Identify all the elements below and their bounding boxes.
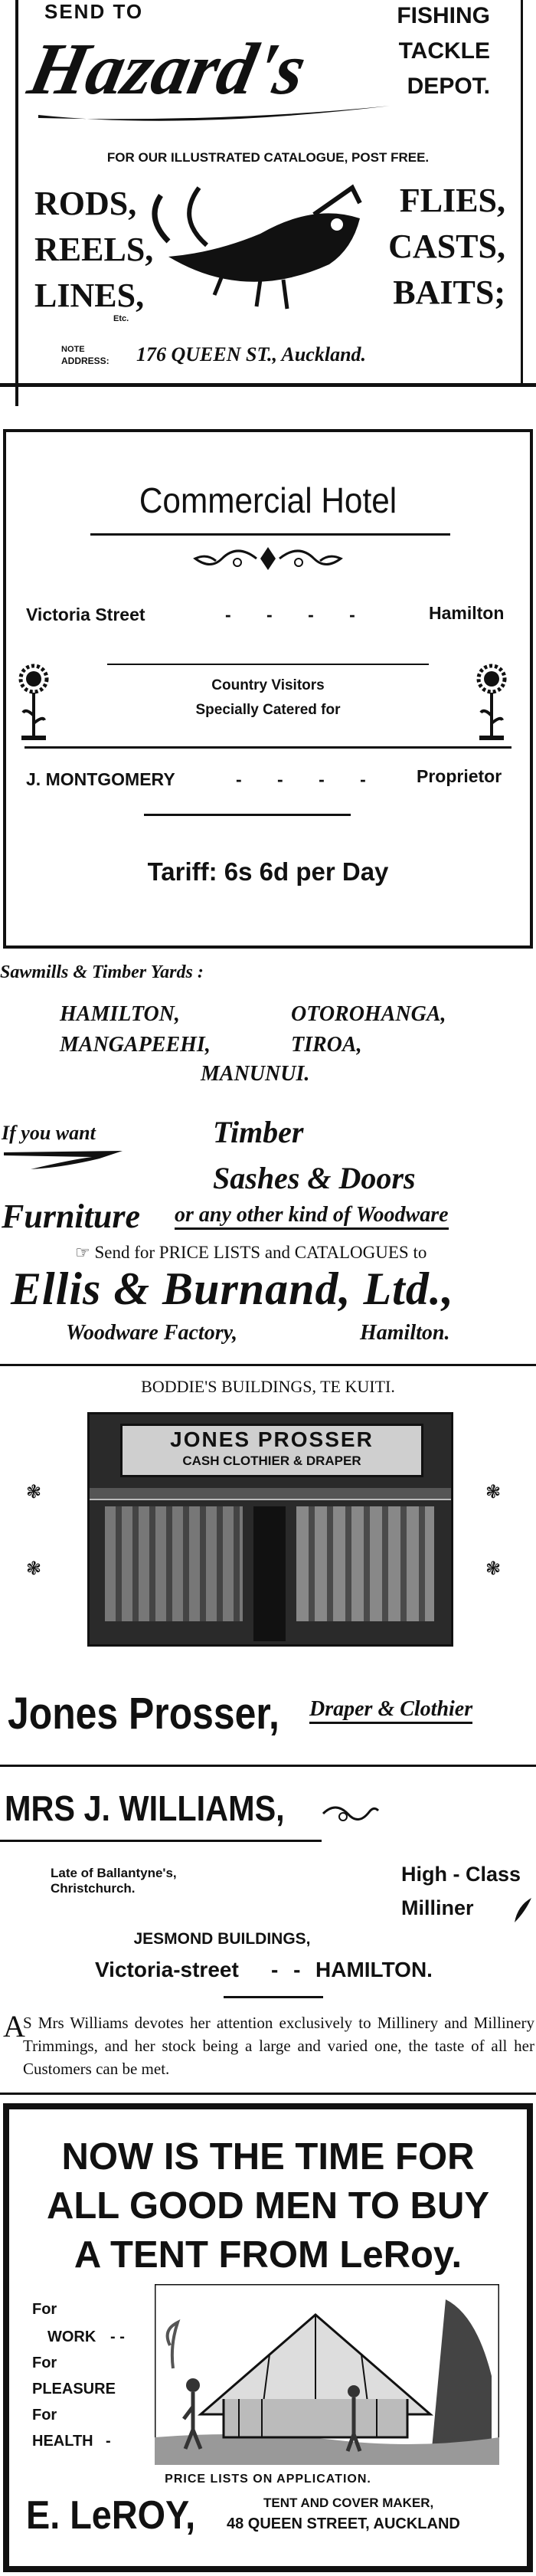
send-for-text: Send for PRICE LISTS and CATALOGUES to [94,1243,427,1262]
send-for-line [75,1243,427,1263]
use-dash: - - [110,2329,125,2345]
jones-prosser-ad [0,1366,536,1765]
place-hamilton: HAMILTON, [60,1002,180,1026]
right-item-3: BAITS; [393,274,505,311]
other-woodware: or any other kind of Woodware [175,1203,449,1230]
williams-name: MRS J. WILLIAMS, [5,1788,285,1828]
tariff-text: Tariff: 6s 6d per Day [147,857,389,886]
hazards-ad [0,0,536,410]
left-item-3: LINES, [34,277,145,314]
pointing-swash [0,1148,130,1171]
snowflake-icon: ❃ [26,1482,42,1503]
use-prefix: For [32,2355,57,2371]
leroy-address: 48 QUEEN STREET, AUCKLAND [227,2515,460,2532]
jones-prosser-name: Jones Prosser, [8,1689,279,1739]
shop-sign-line-1: JONES PROSSER [170,1427,374,1451]
left-border [15,0,18,406]
proprietor-name: J. MONTGOMERY [26,769,175,789]
send-to-text: SEND TO [44,0,144,23]
headline-line-2: ALL GOOD MEN TO BUY [46,2185,490,2227]
quill-icon [511,1896,534,1924]
note-label: NOTE [61,345,85,354]
flourish-icon [320,1798,381,1829]
jesmond-buildings: JESMOND BUILDINGS, [133,1930,311,1948]
fishing-line-1: FISHING [397,3,490,28]
bottom-rule [0,383,536,387]
visitors-line-1: Country Visitors [211,677,325,693]
late-of-line-2: Christchurch. [51,1881,136,1896]
company-name: Ellis & Burnand, Ltd., [11,1263,454,1314]
name-rule [0,1840,322,1842]
use-dash: - [106,2433,111,2450]
headline-line-3: A TENT FROM LeRoy. [74,2234,462,2276]
use-prefix: For [32,2301,57,2318]
milliner-text: Milliner [401,1896,474,1919]
ornament-scroll [184,539,352,578]
hotel-city: Hamilton [429,603,505,623]
leroy-name: E. LeROY, [26,2493,196,2538]
drop-cap: A [3,2009,25,2043]
place-manunui: MANUNUI. [201,1062,310,1086]
use-word: PLEASURE [32,2381,116,2397]
snowflake-icon: ❃ [485,1482,502,1503]
buildings-text: BODDIE'S BUILDINGS, TE KUITI. [141,1377,395,1396]
sashes-text: Sashes & Doors [213,1161,416,1195]
jones-prosser-trade: Draper & Clothier [309,1697,472,1724]
place-mangapeehi: MANGAPEEHI, [60,1033,211,1057]
timber-text: Timber [213,1115,304,1149]
hazards-address: 176 QUEEN ST., Auckland. [136,343,367,365]
dashes: - - - - [236,769,381,789]
place-otorohanga: OTOROHANGA, [291,1002,446,1026]
logo-swash [31,100,398,130]
ellis-burnand-ad [0,1103,536,1364]
bottom-rule [0,2093,536,2095]
rule-3 [25,746,511,749]
dashes: - - - - [225,605,371,624]
williams-ad [0,1765,536,2102]
high-class-text: High - Class [401,1863,521,1886]
hotel-title: Commercial Hotel [139,480,397,520]
shop-awning [90,1488,451,1500]
left-item-1: RODS, [34,185,137,222]
price-lists-text: PRICE LISTS ON APPLICATION. [165,2473,371,2486]
factory-text: Woodware Factory, [66,1321,237,1345]
furniture-text: Furniture [2,1198,140,1235]
top-rule [0,1765,536,1767]
late-of-line-1: Late of Ballantyne's, [51,1866,177,1880]
snowflake-icon: ❃ [485,1558,502,1579]
left-item-2: REELS, [34,231,154,268]
williams-city: HAMILTON. [315,1958,433,1981]
catalogue-text: FOR OUR ILLUSTRATED CATALOGUE, POST FREE. [106,150,430,165]
leroy-trade: TENT AND COVER MAKER, [263,2496,434,2510]
if-you-want: If you want [2,1122,96,1144]
fishing-lure-icon [130,172,375,318]
pointing-hand-icon: ☞ [75,1243,90,1262]
place-tiroa: TIROA, [291,1033,362,1057]
shop-photo [87,1412,453,1647]
fishing-line-2: TACKLE [398,38,490,64]
right-border [521,0,523,383]
headline-line-1: NOW IS THE TIME FOR [61,2136,475,2178]
hazards-logo: Hazard's [21,28,313,110]
factory-town: Hamilton. [360,1321,450,1345]
williams-street: Victoria-street [95,1958,239,1981]
title-rule [90,533,450,536]
dashes: - - [271,1958,306,1981]
leroy-tent-ad [3,2103,533,2572]
shop-sign-line-2: CASH CLOTHIER & DRAPER [182,1454,361,1468]
sawmills-ad [0,950,536,1103]
commercial-hotel-ad [3,429,533,949]
sawmills-heading: Sawmills & Timber Yards : [0,962,204,982]
address-label: ADDRESS: [61,356,109,366]
visitors-line-2: Specially Catered for [195,702,341,718]
tent-illustration [155,2284,499,2465]
etc-text: Etc. [113,314,129,323]
shop-sign [120,1424,423,1477]
use-word: WORK [47,2329,96,2345]
snowflake-icon: ❃ [26,1558,42,1579]
use-word: HEALTH [32,2433,93,2450]
fishing-line-3: DEPOT. [407,74,490,99]
hotel-street: Victoria Street [26,605,145,624]
rule-4 [144,814,351,816]
rule-2 [107,664,429,665]
proprietor-label: Proprietor [417,766,502,786]
williams-body: S Mrs Williams devotes her attention exclusively to Millinery and Millinery Trimmings, and her stock being a large and varied one, the taste of all her Customers can be met. [23,2014,534,2078]
short-rule [224,1996,323,1998]
right-item-2: CASTS, [388,228,505,265]
right-item-1: FLIES, [399,182,505,219]
shop-door [253,1506,286,1641]
shop-window-right [296,1506,434,1621]
use-prefix: For [32,2407,57,2424]
shop-window-left [105,1506,243,1621]
